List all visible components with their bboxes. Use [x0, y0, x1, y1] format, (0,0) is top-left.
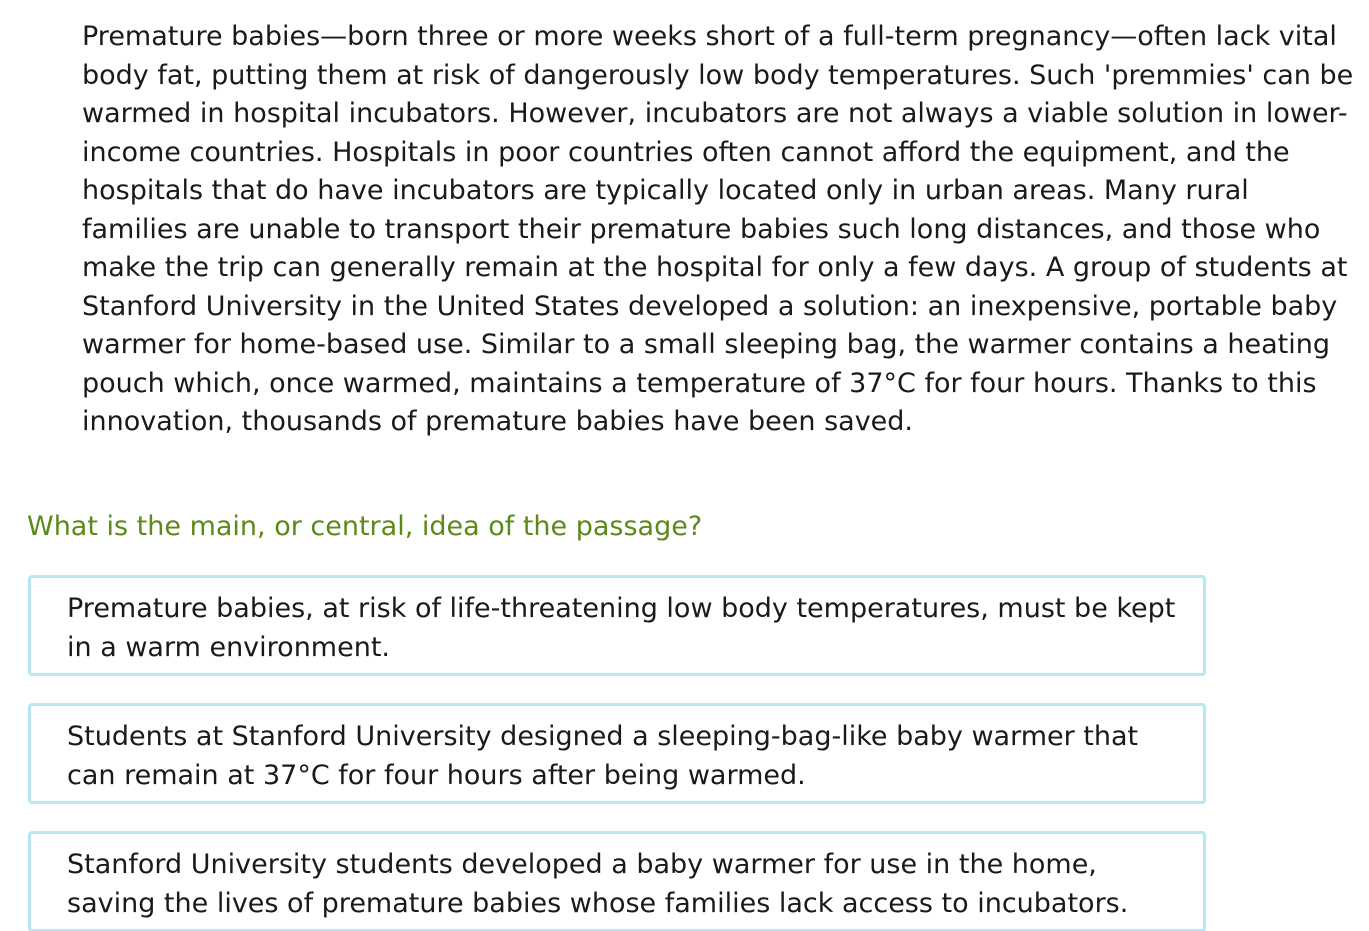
answer-choice-2-text: Students at Stanford University designed a sleeping-bag-like baby warmer that can remain at 37°C for four hours after being warmed. [67, 721, 1139, 791]
answer-choice-1-text: Premature babies, at risk of life-threatening low body temperatures, must be kept in a warm environment. [67, 593, 1176, 663]
answer-choice-1[interactable] [28, 575, 1206, 676]
reading-passage: Premature babies—born three or more weeks short of a full-term pregnancy—often lack vital body fat, putting them at risk of dangerously low body temperatures. Such 'premmies' can be warmed in hospital incubators. However, incubators are not always a viable solution in lower-income countries. Hospitals in poor countries often cannot afford the equipment, and the hospitals that do have incubators are typically located only in urban areas. Many rural families are unable to transport their premature babies such long distances, and those who make the trip can generally remain at the hospital for only a few days. A group of students at Stanford University in the United States developed a solution: an inexpensive, portable baby warmer for home-based use. Similar to a small sleeping bag, the warmer contains a heating pouch which, once warmed, maintains a temperature of 37°C for four hours. Thanks to this innovation, thousands of premature babies have been saved. [82, 21, 1354, 437]
answer-choice-2[interactable] [28, 703, 1206, 804]
answer-choice-3-text: Stanford University students developed a baby warmer for use in the home, saving the lives of premature babies whose families lack access to incubators. [67, 849, 1129, 919]
answer-choice-3[interactable] [28, 831, 1206, 931]
question-prompt: What is the main, or central, idea of the passage? [27, 511, 703, 542]
answer-choices [28, 575, 1206, 931]
